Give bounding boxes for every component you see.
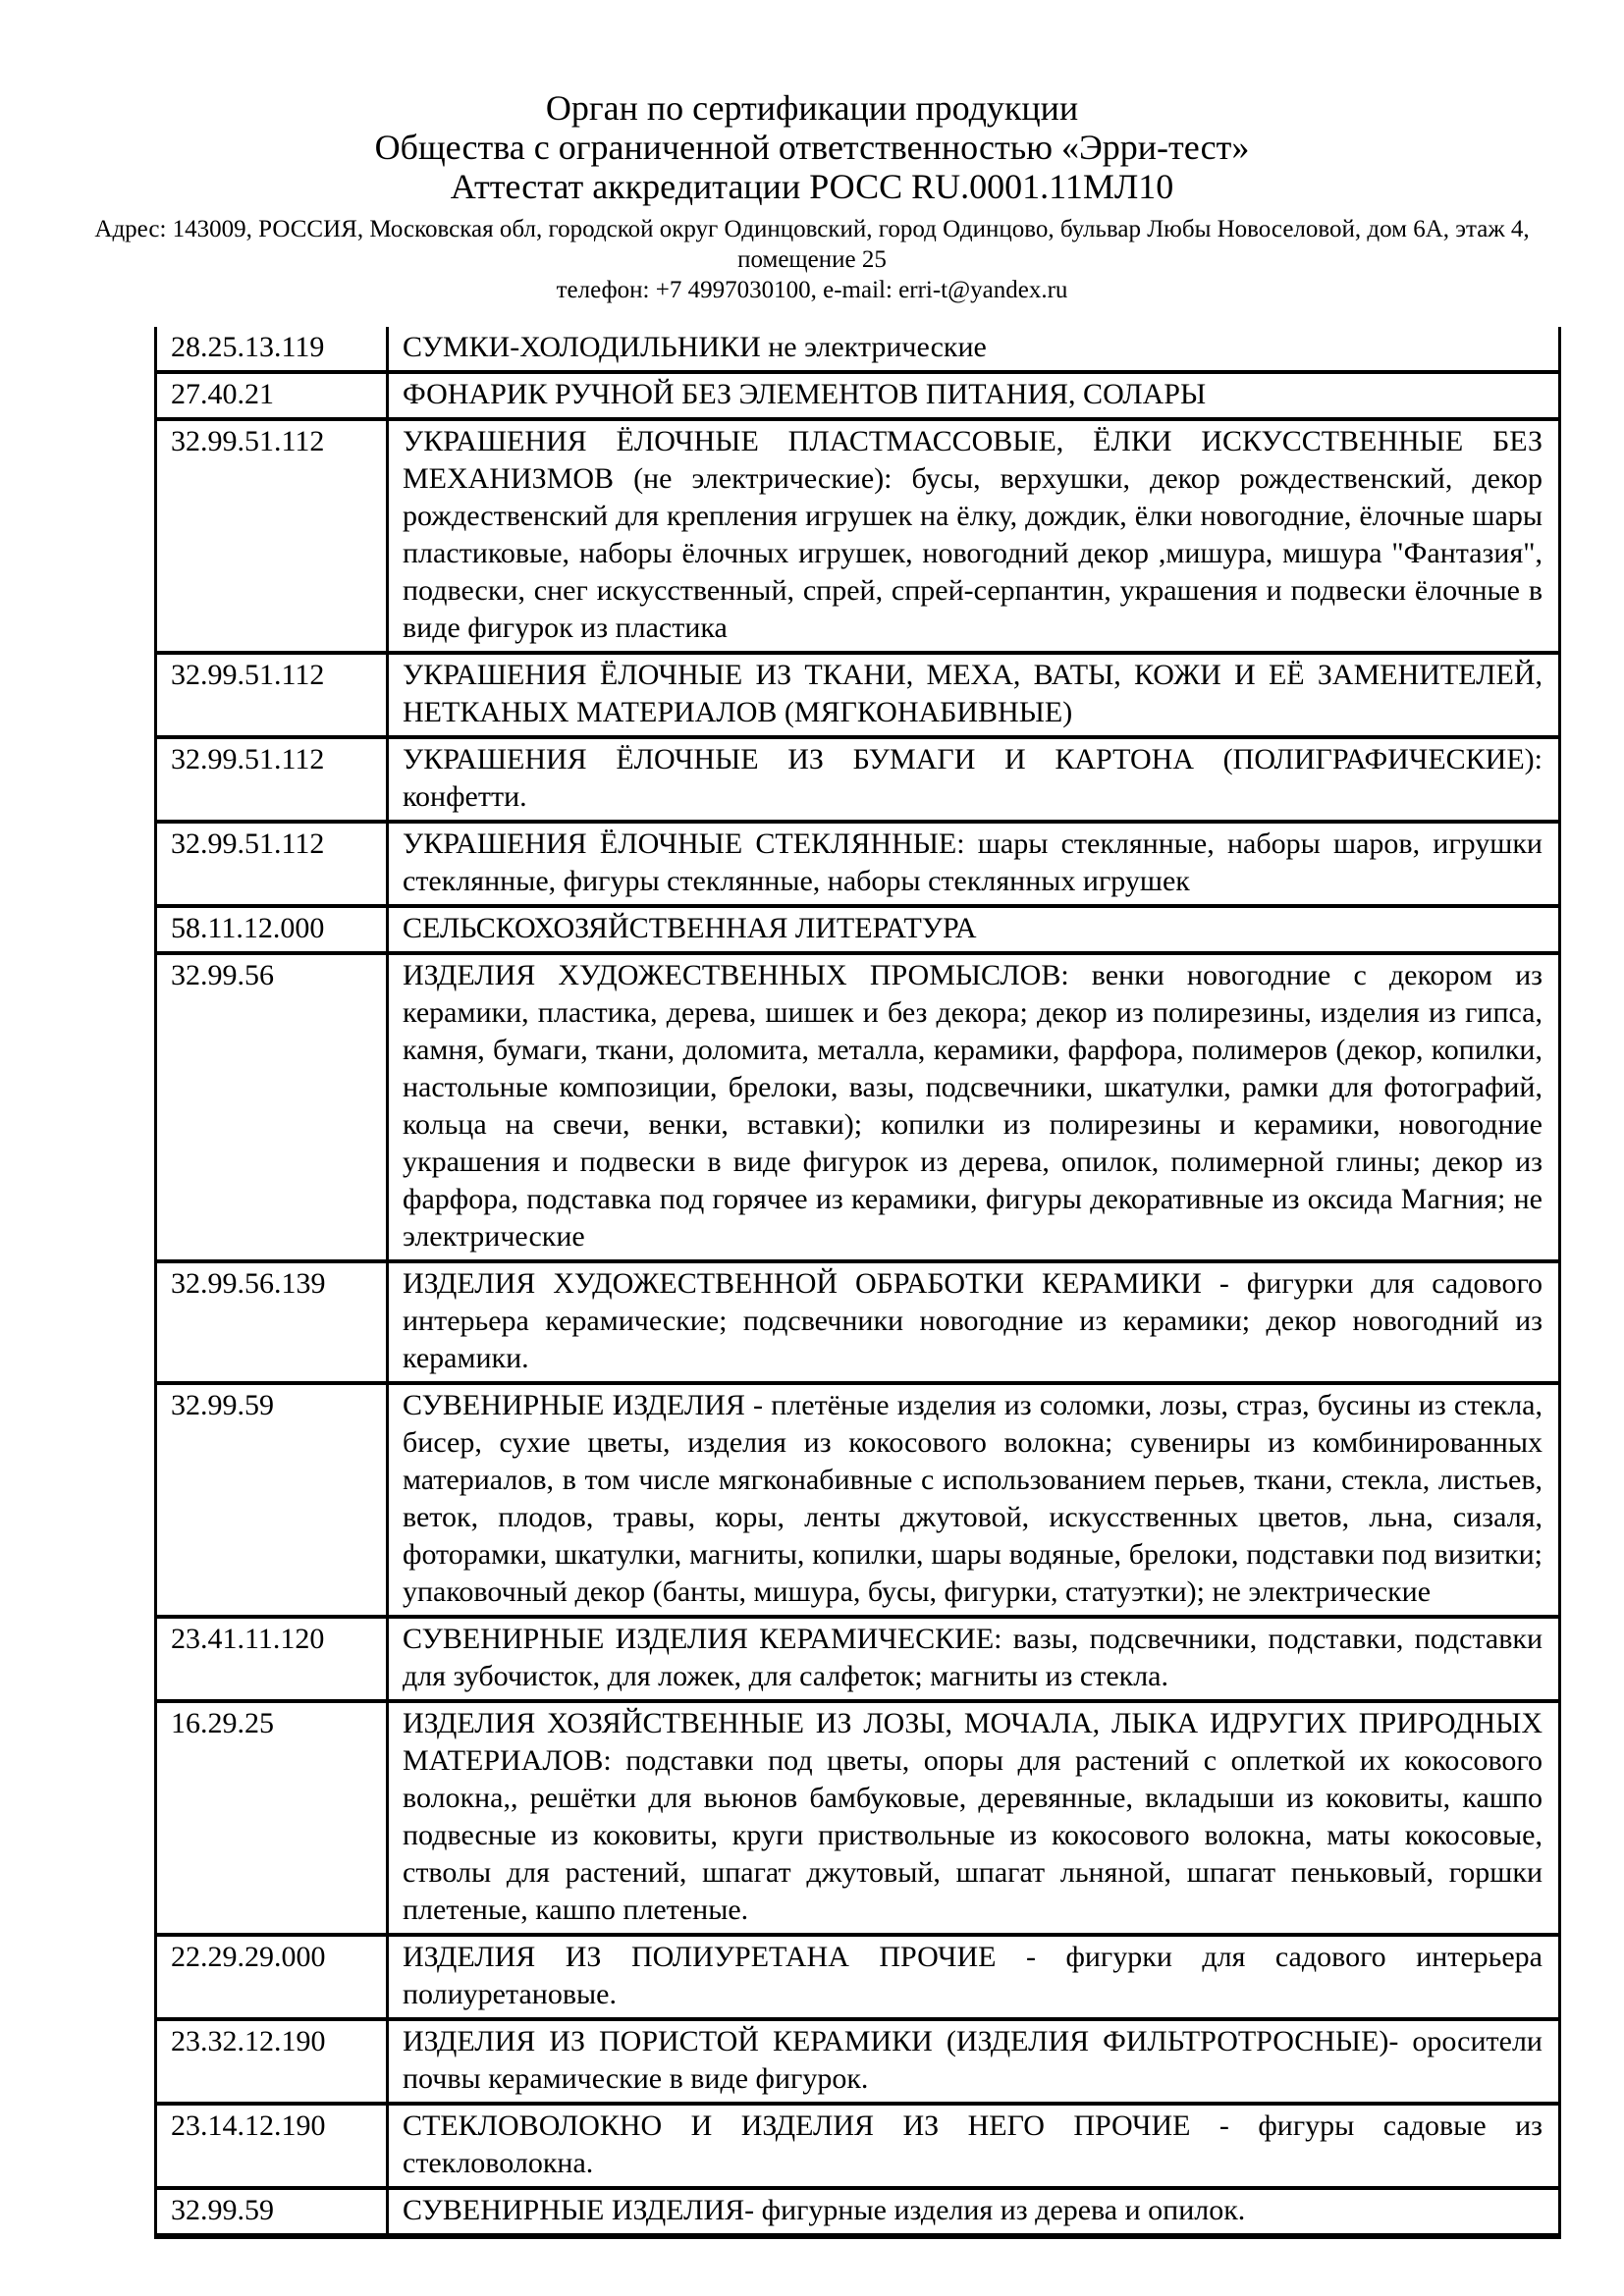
product-description-cell: ИЗДЕЛИЯ ХОЗЯЙСТВЕННЫЕ ИЗ ЛОЗЫ, МОЧАЛА, ЛЫКА ИДРУГИХ ПРИРОДНЫХ МАТЕРИАЛОВ: подставки под цветы, опоры для растений с оплеткой их кокосового волокна,, решётки для вьюнов бамбуковые, деревянные, вкладыши из коковиты, кашпо подвесные из коковиты, круги приствольные из кокосового волокна, маты кокосовые, стволы для растений, шпагат джутовый, шпагат льняной, шпагат пеньковый, горшки плетеные, кашпо плетеные. <box>388 1701 1560 1935</box>
address-line-2: помещение 25 <box>737 246 887 273</box>
table-row <box>156 953 1560 1261</box>
accreditation-certificate: Аттестат аккредитации РОСС RU.0001.11МЛ10 <box>450 167 1174 206</box>
product-description-cell: СУВЕНИРНЫЕ ИЗДЕЛИЯ - плетёные изделия из соломки, лозы, страз, бусины из стекла, бисер, сухие цветы, изделия из кокосового волокна; сувениры из комбинированных материалов, в том числе мягконабивные с использованием перьев, ткани, стекла, листьев, веток, плодов, травы, коры, ленты джутовой, искусственных цветов, льна, сизаля, фоторамки, шкатулки, магниты, копилки, шары водяные, брелоки, подставки под визитки; упаковочный декор (банты, мишура, бусы, фигурки, статуэтки); не электрические <box>388 1383 1560 1617</box>
product-code-cell: 23.14.12.190 <box>156 2104 388 2188</box>
product-description-cell: ИЗДЕЛИЯ ИЗ ПОЛИУРЕТАНА ПРОЧИЕ - фигурки для садового интерьера полиуретановые. <box>388 1935 1560 2019</box>
table-row <box>156 737 1560 822</box>
product-code-cell: 23.41.11.120 <box>156 1617 388 1701</box>
product-code-cell: 32.99.51.112 <box>156 653 388 737</box>
product-description-cell: СУВЕНИРНЫЕ ИЗДЕЛИЯ КЕРАМИЧЕСКИЕ: вазы, подсвечники, подставки, подставки для зубочисток, для ложек, для салфеток; магниты из стекла. <box>388 1617 1560 1701</box>
table-row <box>156 1935 1560 2019</box>
product-description-cell: УКРАШЕНИЯ ЁЛОЧНЫЕ СТЕКЛЯННЫЕ: шары стеклянные, наборы шаров, игрушки стеклянные, фигуры стеклянные, наборы стеклянных игрушек <box>388 822 1560 906</box>
product-code-cell: 27.40.21 <box>156 372 388 419</box>
product-code-cell: 28.25.13.119 <box>156 327 388 372</box>
product-code-cell: 32.99.56.139 <box>156 1261 388 1383</box>
product-description-cell: СТЕКЛОВОЛОКНО И ИЗДЕЛИЯ ИЗ НЕГО ПРОЧИЕ - фигуры садовые из стекловолокна. <box>388 2104 1560 2188</box>
product-description-cell: ИЗДЕЛИЯ ИЗ ПОРИСТОЙ КЕРАМИКИ (ИЗДЕЛИЯ ФИЛЬТРОТРОСНЫЕ)- оросители почвы керамические в виде фигурок. <box>388 2019 1560 2104</box>
table-row <box>156 653 1560 737</box>
product-description-cell: ФОНАРИК РУЧНОЙ БЕЗ ЭЛЕМЕНТОВ ПИТАНИЯ, СОЛАРЫ <box>388 372 1560 419</box>
product-description-cell: ИЗДЕЛИЯ ХУДОЖЕСТВЕННЫХ ПРОМЫСЛОВ: венки новогодние с декором из керамики, пластика, дерева, шишек и без декора; декор из полирезины, изделия из гипса, камня, бумаги, ткани, доломита, металла, керамики, фарфора, полимеров (декор, копилки, настольные композиции, брелоки, вазы, подсвечники, шкатулки, рамки для фотографий, кольца на свечи, венки, вставки); копилки из полирезины и керамики, новогодние украшения и подвески в виде фигурок из дерева, опилок, полимерной глины; декор из фарфора, подставка под горячее из керамики, фигуры декоративные из оксида Магния; не электрические <box>388 953 1560 1261</box>
product-description-cell: УКРАШЕНИЯ ЁЛОЧНЫЕ ИЗ БУМАГИ И КАРТОНА (ПОЛИГРАФИЧЕСКИЕ): конфетти. <box>388 737 1560 822</box>
product-code-cell: 16.29.25 <box>156 1701 388 1935</box>
product-description-cell: УКРАШЕНИЯ ЁЛОЧНЫЕ ИЗ ТКАНИ, МЕХА, ВАТЫ, КОЖИ И ЕЁ ЗАМЕНИТЕЛЕЙ, НЕТКАНЫХ МАТЕРИАЛОВ (МЯГКОНАБИВНЫЕ) <box>388 653 1560 737</box>
product-code-cell: 22.29.29.000 <box>156 1935 388 2019</box>
product-code-cell: 32.99.59 <box>156 1383 388 1617</box>
product-code-cell: 32.99.59 <box>156 2188 388 2236</box>
table-row <box>156 1261 1560 1383</box>
product-code-cell: 58.11.12.000 <box>156 906 388 953</box>
product-description-cell: УКРАШЕНИЯ ЁЛОЧНЫЕ ПЛАСТМАССОВЫЕ, ЁЛКИ ИСКУССТВЕННЫЕ БЕЗ МЕХАНИЗМОВ (не электрические): бусы, верхушки, декор рождественский, декор рождественский для крепления игрушек на ёлку, дождик, ёлки новогодние, ёлочные шары пластиковые, наборы ёлочных игрушек, новогодний декор ,мишура, мишура "Фантазия", подвески, снег искусственный, спрей, спрей-серпантин, украшения и подвески ёлочные в виде фигурок из пластика <box>388 419 1560 653</box>
certification-body-title: Орган по сертификации продукции <box>545 88 1079 128</box>
document-header <box>0 0 1624 305</box>
product-description-cell: ИЗДЕЛИЯ ХУДОЖЕСТВЕННОЙ ОБРАБОТКИ КЕРАМИКИ - фигурки для садового интерьера керамические; подсвечники новогодние из керамики; декор новогодний из керамики. <box>388 1261 1560 1383</box>
table-row <box>156 1383 1560 1617</box>
table-row <box>156 419 1560 653</box>
table-row <box>156 822 1560 906</box>
contact-line: телефон: +7 4997030100, e-mail: erri-t@yandex.ru <box>556 277 1068 303</box>
table-row <box>156 1617 1560 1701</box>
product-code-cell: 32.99.51.112 <box>156 822 388 906</box>
table-row <box>156 2019 1560 2104</box>
table-row <box>156 2104 1560 2188</box>
table-row <box>156 372 1560 419</box>
product-code-cell: 32.99.56 <box>156 953 388 1261</box>
address-block <box>0 214 1624 305</box>
table-row <box>156 327 1560 372</box>
address-line-1: Адрес: 143009, РОССИЯ, Московская обл, городской округ Одинцовский, город Одинцово, бульвар Любы Новоселовой, дом 6А, этаж 4, <box>94 216 1530 242</box>
product-description-cell: СУМКИ-ХОЛОДИЛЬНИКИ не электрические <box>388 327 1560 372</box>
product-description-cell: СЕЛЬСКОХОЗЯЙСТВЕННАЯ ЛИТЕРАТУРА <box>388 906 1560 953</box>
table-row <box>156 2188 1560 2236</box>
table-row <box>156 906 1560 953</box>
organization-name: Общества с ограниченной ответственностью «Эрри-тест» <box>374 128 1250 167</box>
product-code-cell: 23.32.12.190 <box>156 2019 388 2104</box>
product-code-cell: 32.99.51.112 <box>156 419 388 653</box>
product-description-cell: СУВЕНИРНЫЕ ИЗДЕЛИЯ- фигурные изделия из дерева и опилок. <box>388 2188 1560 2236</box>
table-row <box>156 1701 1560 1935</box>
product-code-cell: 32.99.51.112 <box>156 737 388 822</box>
products-table <box>154 327 1561 2239</box>
